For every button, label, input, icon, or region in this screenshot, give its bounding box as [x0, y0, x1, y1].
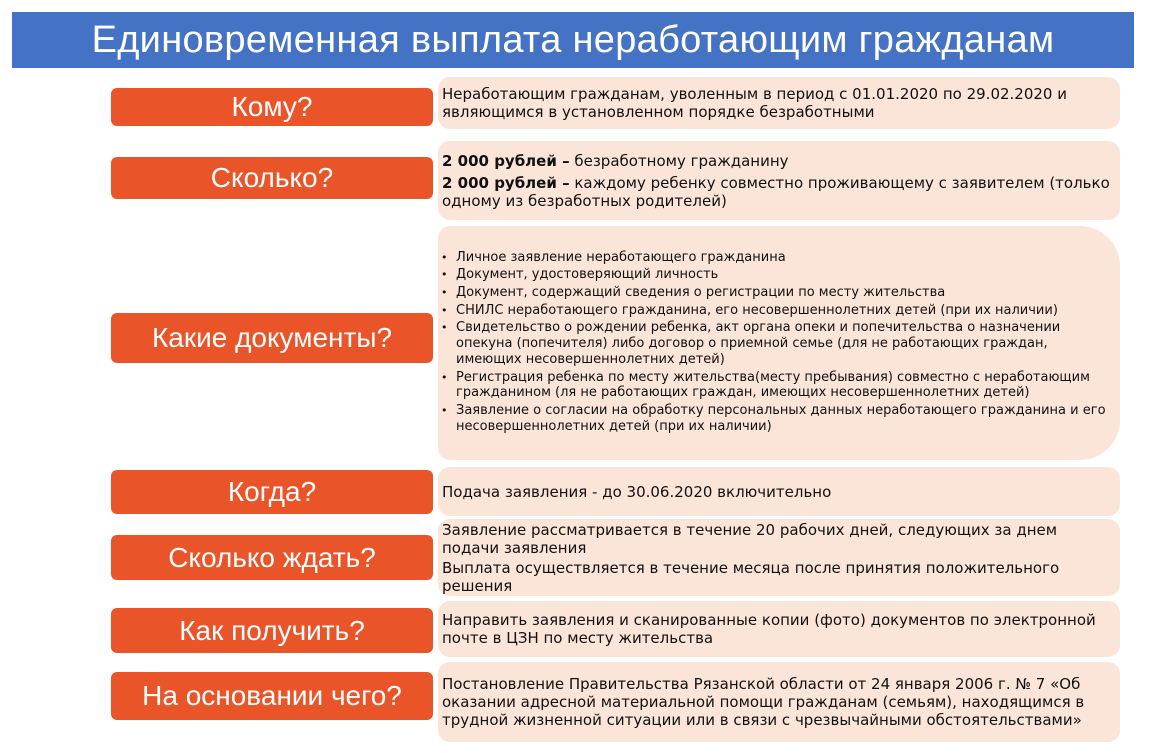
panel-basis — [438, 662, 1120, 742]
amount-line-2 — [442, 174, 1114, 210]
list-item: • Свидетельство о рождении ребенка, акт органа опеки и попечительства о назначении опекуна (попечителя) либо договор о приемной семье (для не работающих граждан, имеющих несовершеннолетних детей) — [440, 320, 1114, 367]
amount-1-text: безработному гражданину — [569, 151, 789, 170]
list-item: • Документ, удостоверяющий личность — [440, 267, 1114, 283]
list-item: • Регистрация ребенка по месту жительства(месту пребывания) совместно с неработающим гражданином (ля не работающих граждан, имеющих несовершеннолетних детей) — [440, 370, 1114, 401]
label-how-get: Как получить? — [111, 608, 433, 653]
amount-1-bold: 2 000 рублей – — [442, 151, 570, 170]
panel-how-much — [438, 141, 1120, 220]
panel-who — [438, 77, 1120, 129]
wait-text-2: Выплата осуществляется в течение месяца после принятия положительного решения — [442, 558, 1060, 595]
label-who: Кому? — [111, 88, 433, 126]
documents-list — [440, 250, 1114, 437]
list-item: • СНИЛС неработающего гражданина, его несовершеннолетних детей (при их наличии) — [440, 303, 1114, 319]
label-wait: Сколько ждать? — [111, 535, 433, 580]
label-documents: Какие документы? — [111, 313, 433, 363]
label-how-much: Сколько? — [111, 157, 433, 199]
amount-line-1 — [442, 152, 1114, 170]
label-basis: На основании чего? — [111, 672, 433, 720]
when-text: Подача заявления - до 30.06.2020 включительно — [442, 482, 832, 501]
panel-how-get — [438, 601, 1120, 657]
list-item: • Личное заявление неработающего гражданина — [440, 250, 1114, 266]
how-get-text: Направить заявления и сканированные копии (фото) документов по электронной почте в ЦЗН по месту жительства — [442, 611, 1096, 647]
who-text: Неработающим гражданам, уволенным в период с 01.01.2020 по 29.02.2020 и являющимся в установленном порядке безработными — [442, 85, 1067, 121]
title-banner — [12, 12, 1134, 68]
page-title: Единовременная выплата неработающим гражданам — [91, 18, 1055, 61]
panel-wait — [438, 519, 1120, 596]
list-item: • Заявление о согласии на обработку персональных данных неработающего гражданина и его несовершеннолетних детей (при их наличии) — [440, 403, 1114, 434]
panel-documents — [438, 226, 1120, 460]
list-item: • Документ, содержащий сведения о регистрации по месту жительства — [440, 285, 1114, 301]
amount-2-text: каждому ребенку совместно проживающему с заявителем (только одному из безработных родителей) — [442, 173, 1110, 210]
wait-text-1: Заявление рассматривается в течение 20 рабочих дней, следующих за днем подачи заявления — [442, 520, 1058, 557]
amount-2-bold: 2 000 рублей – — [442, 173, 570, 192]
label-when: Когда? — [111, 470, 433, 514]
basis-text: Постановление Правительства Рязанской области от 24 января 2006 г. № 7 «Об оказании адресной материальной помощи гражданам (семьям), находящимся в трудной жизненной ситуации или в связи с чрезвычайными обстоятельствами» — [442, 675, 1085, 729]
panel-when — [438, 467, 1120, 516]
